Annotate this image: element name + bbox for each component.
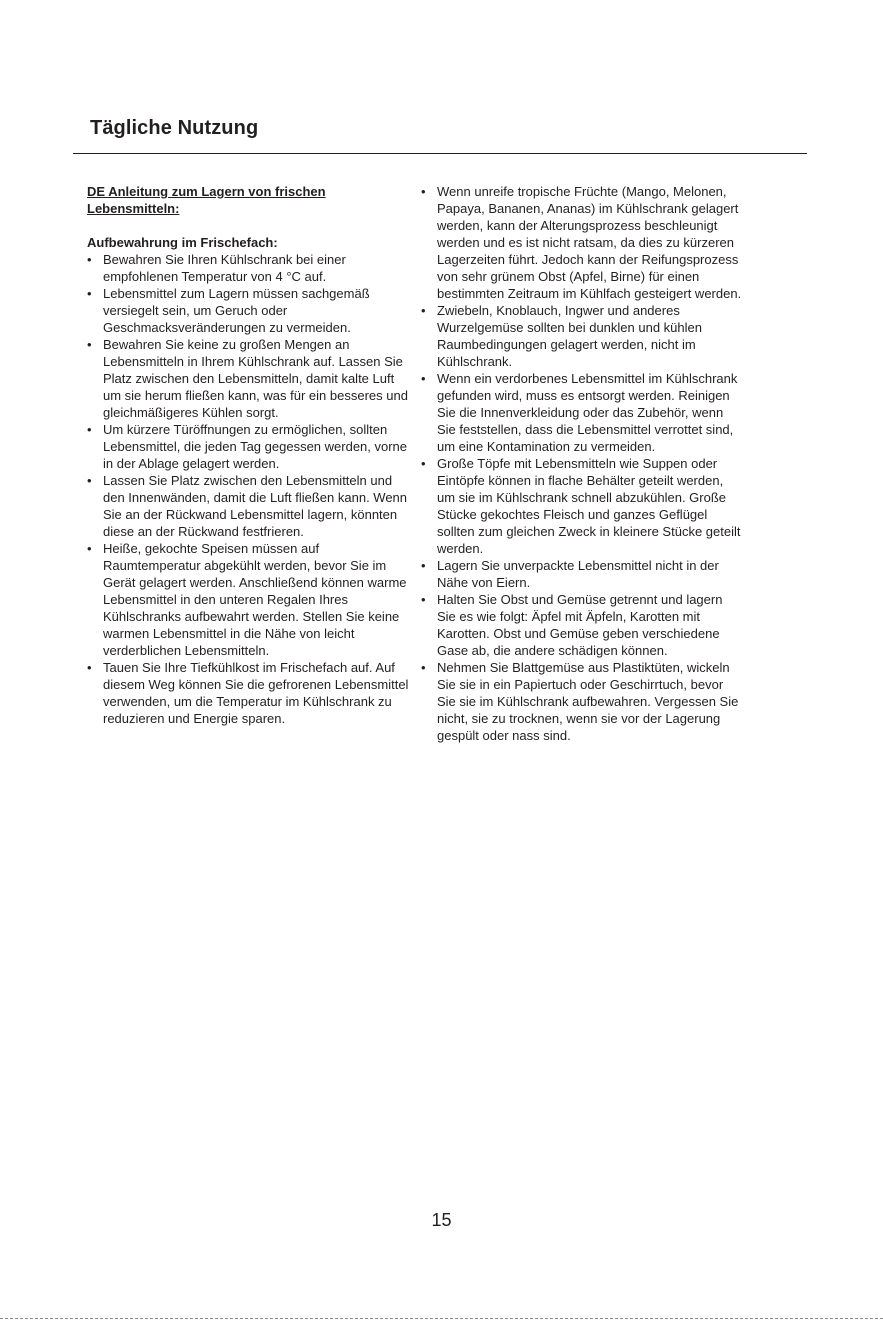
left-column (87, 183, 409, 727)
list-item: • Große Töpfe mit Lebensmitteln wie Suppen oder Eintöpfe können in flache Behälter geteilt werden, um sie im Kühlschrank schnell abzukühlen. Große Stücke gekochtes Fleisch und ganzes Geflügel sollten zum gleichen Zweck in kleinere Stücke geteilt werden. (421, 455, 743, 557)
list-item: • Halten Sie Obst und Gemüse getrennt und lagern Sie es wie folgt: Äpfel mit Äpfeln, Karotten mit Karotten. Obst und Gemüse geben verschiedene Gase ab, die andere schädigen können. (421, 591, 743, 659)
section-heading: Aufbewahrung im Frischefach: (87, 235, 278, 250)
page-title: Tägliche Nutzung (90, 117, 259, 139)
right-bullet-list (421, 183, 743, 744)
list-item: • Bewahren Sie Ihren Kühlschrank bei einer empfohlenen Temperatur von 4 °C auf. (87, 251, 409, 285)
list-item: • Lagern Sie unverpackte Lebensmittel nicht in der Nähe von Eiern. (421, 557, 743, 591)
list-item: • Nehmen Sie Blattgemüse aus Plastiktüten, wickeln Sie sie in ein Papiertuch oder Geschirrtuch, bevor Sie sie im Kühlschrank aufbewahren. Vergessen Sie nicht, sie zu trocknen, wenn sie vor der Lagerung gespült oder nass sind. (421, 659, 743, 744)
list-item: • Wenn unreife tropische Früchte (Mango, Melonen, Papaya, Bananen, Ananas) im Kühlschrank gelagert werden, kann der Alterungsprozess beschleunigt werden und es ist nicht ratsam, da dies zu kürzeren Lagerzeiten führt. Jedoch kann der Reifungsprozess von sehr grünem Obst (Apfel, Birne) für einen bestimmten Zeitraum im Kühlfach gesteigert werden. (421, 183, 743, 302)
list-item: • Tauen Sie Ihre Tiefkühlkost im Frischefach auf. Auf diesem Weg können Sie die gefrorenen Lebensmittel verwenden, um die Temperatur im Kühlschrank zu reduzieren und Energie sparen. (87, 659, 409, 727)
document-heading: DE Anleitung zum Lagern von frischen Lebensmitteln: (87, 184, 326, 216)
list-item: • Lebensmittel zum Lagern müssen sachgemäß versiegelt sein, um Geruch oder Geschmacksveränderungen zu vermeiden. (87, 285, 409, 336)
list-item: • Um kürzere Türöffnungen zu ermöglichen, sollten Lebensmittel, die jeden Tag gegessen werden, vorne in der Ablage gelagert werden. (87, 421, 409, 472)
list-item: • Bewahren Sie keine zu großen Mengen an Lebensmitteln in Ihrem Kühlschrank auf. Lassen Sie Platz zwischen den Lebensmitteln, damit kalte Luft um sie herum fließen kann, was für ein besseres und gleichmäßigeres Kühlen sorgt. (87, 336, 409, 421)
left-bullet-list (87, 251, 409, 727)
right-column (421, 183, 743, 744)
page-number: 15 (431, 1210, 452, 1230)
title-divider (73, 153, 807, 154)
list-item: • Wenn ein verdorbenes Lebensmittel im Kühlschrank gefunden wird, muss es entsorgt werden. Reinigen Sie die Innenverkleidung oder das Zubehör, wenn Sie feststellen, dass die Lebensmittel verrottet sind, um eine Kontamination zu vermeiden. (421, 370, 743, 455)
list-item: • Lassen Sie Platz zwischen den Lebensmitteln und den Innenwänden, damit die Luft fließen kann. Wenn Sie an der Rückwand Lebensmittel lagern, könnten diese an der Rückwand festfrieren. (87, 472, 409, 540)
list-item: • Heiße, gekochte Speisen müssen auf Raumtemperatur abgekühlt werden, bevor Sie im Gerät gelagert werden. Anschließend können warme Lebensmittel in den unteren Regalen Ihres Kühlschranks aufbewahrt werden. Stellen Sie keine warmen Lebensmittel in die Nähe von leicht verderblichen Lebensmitteln. (87, 540, 409, 659)
bottom-divider (0, 1318, 883, 1319)
list-item: • Zwiebeln, Knoblauch, Ingwer und anderes Wurzelgemüse sollten bei dunklen und kühlen Raumbedingungen gelagert werden, nicht im Kühlschrank. (421, 302, 743, 370)
